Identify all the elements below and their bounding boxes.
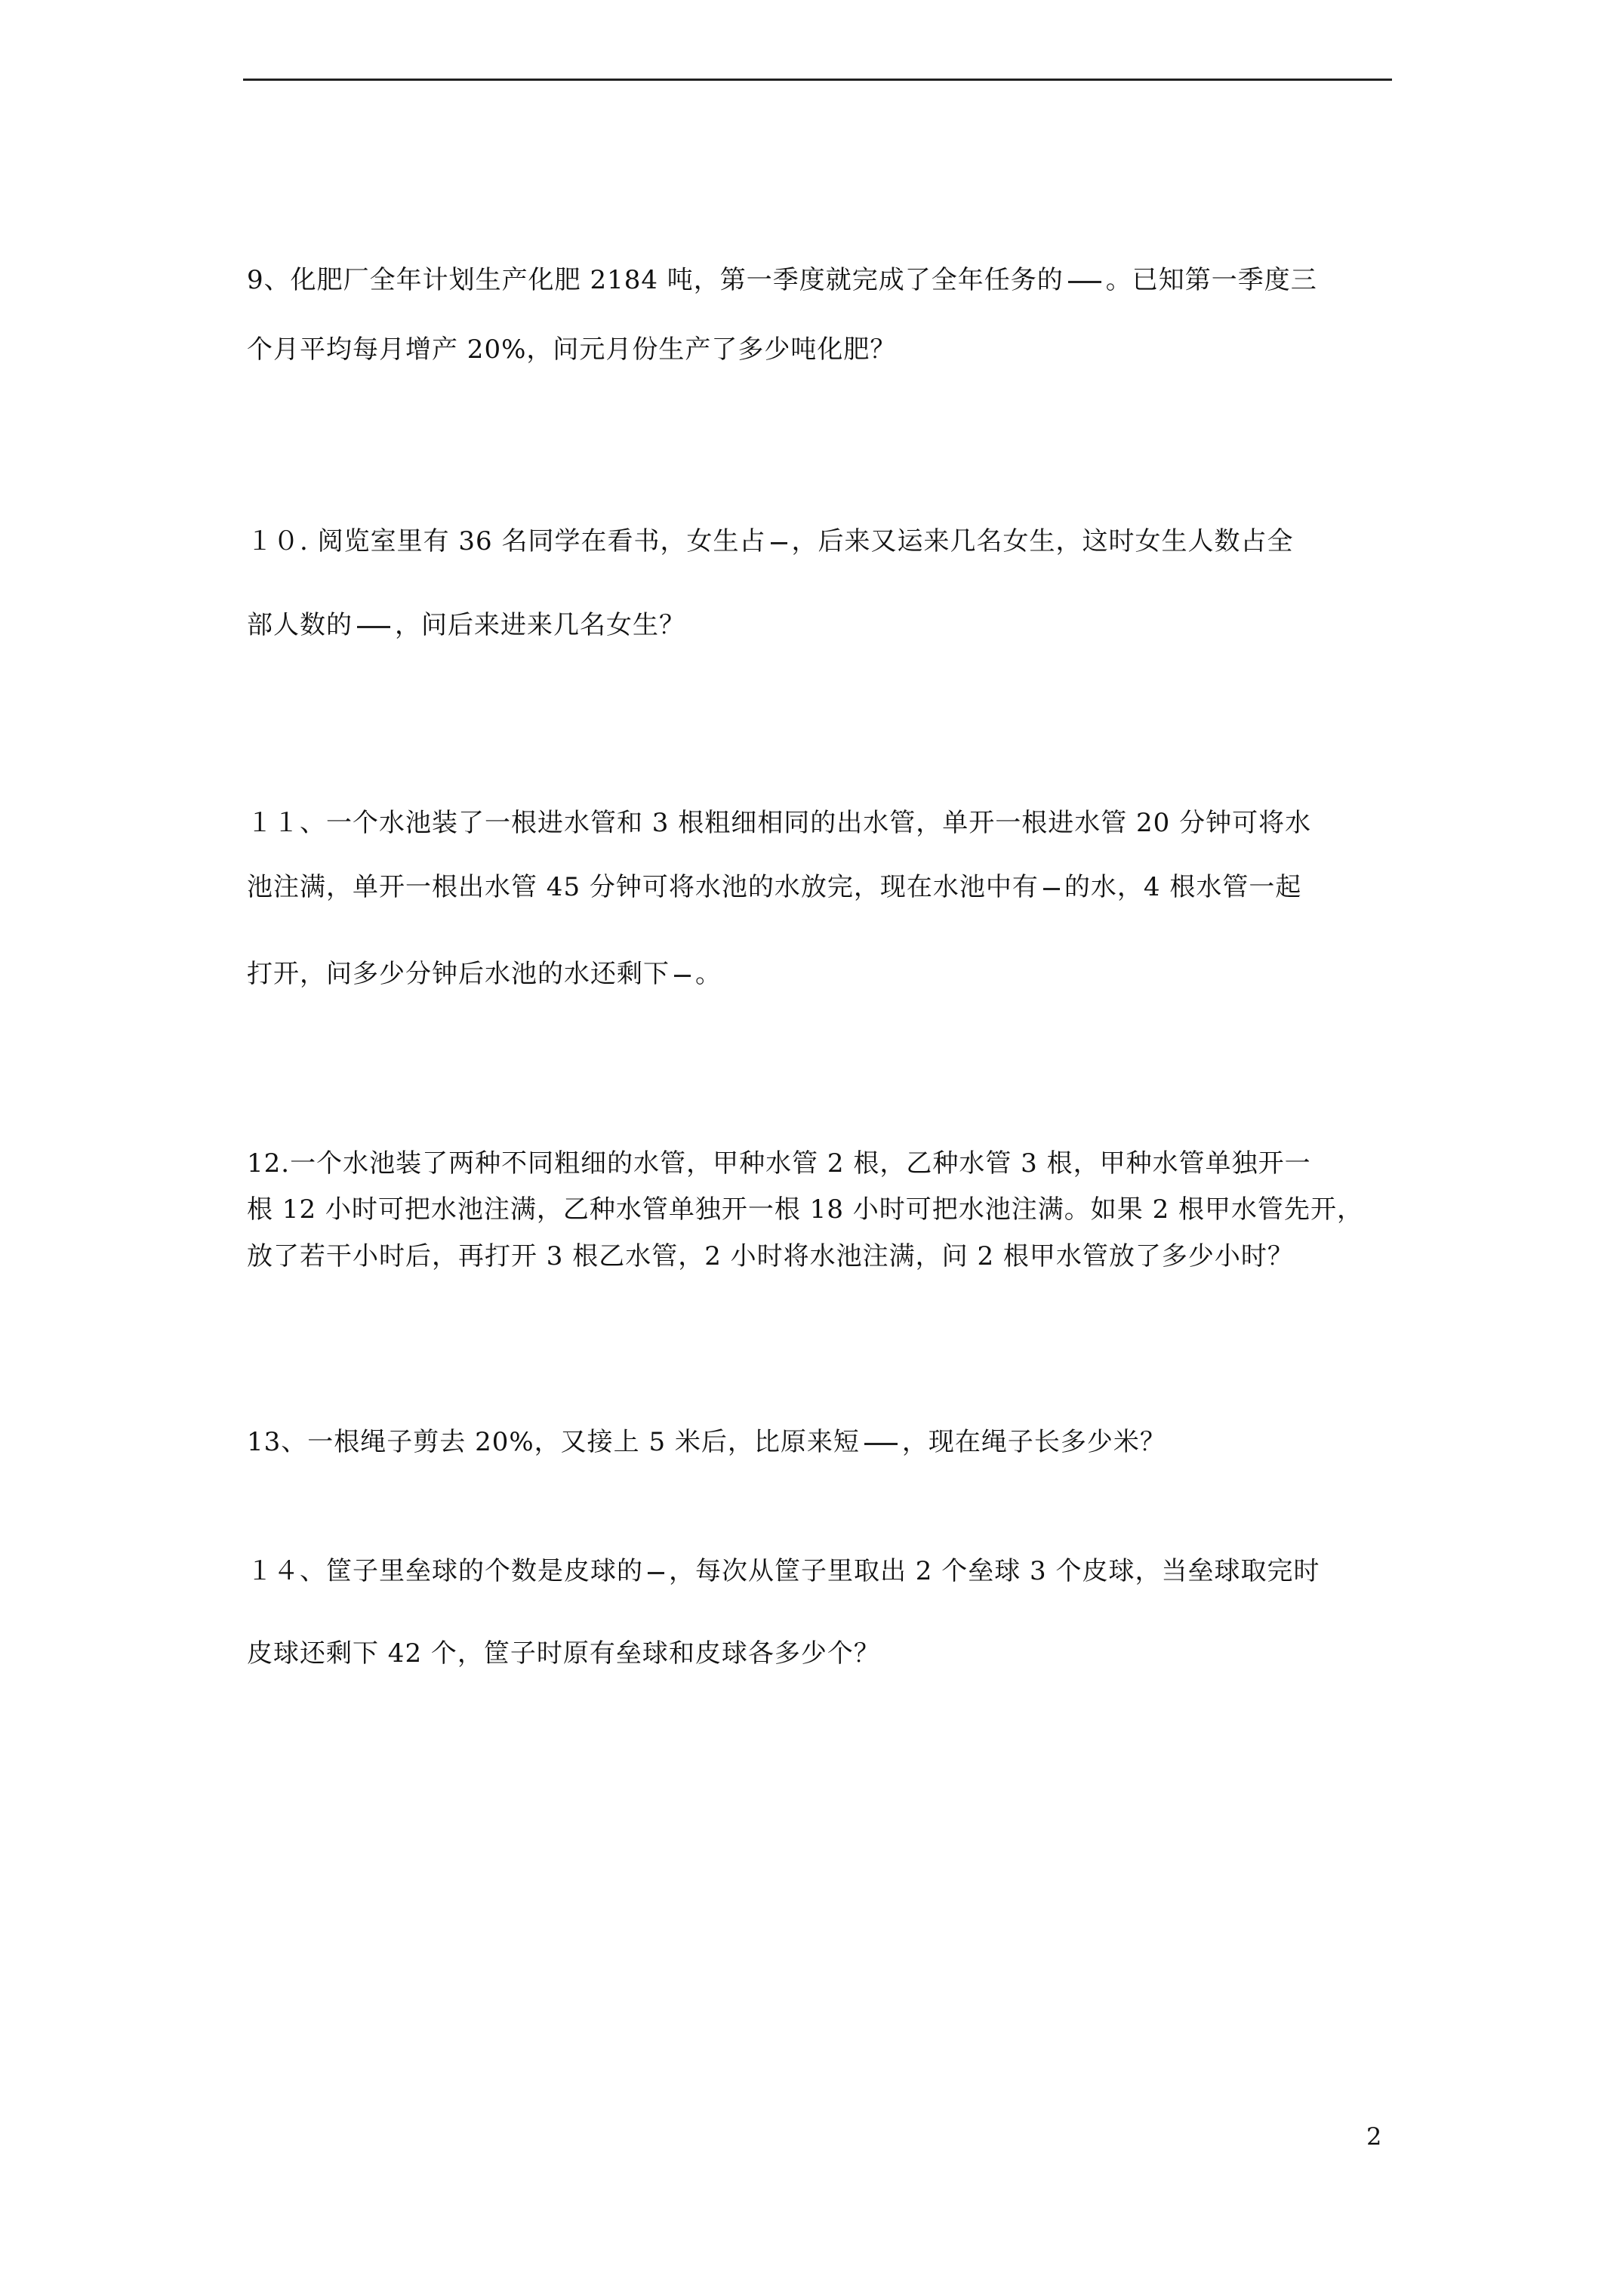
- question-10-text: ，后来又运来几名女生，这时女生人数占全: [791, 526, 1294, 556]
- question-14-line-1: [247, 1556, 1320, 1586]
- fraction-placeholder: [674, 975, 691, 977]
- question-13-text: ，现在绳子长多少米？: [901, 1427, 1166, 1457]
- fraction-placeholder: [357, 626, 390, 628]
- question-14-text: 皮球还剩下 42 个，筐子时原有垒球和皮球各多少个？: [247, 1638, 880, 1669]
- question-12-line-2: [247, 1194, 1363, 1225]
- question-11-text: 池注满，单开一根出水管 45 分钟可将水池的水放完，现在水池中有: [247, 872, 1039, 902]
- question-12-line-3: [247, 1241, 1294, 1271]
- question-13-line-1: [247, 1427, 1166, 1457]
- question-10-text: １０. 阅览室里有 36 名同学在看书，女生占: [247, 526, 766, 556]
- question-14-text: ，每次从筐子里取出 2 个垒球 3 个皮球，当垒球取完时: [669, 1556, 1320, 1586]
- question-9-text: 9、化肥厂全年计划生产化肥 2184 吨，第一季度就完成了全年任务的: [247, 265, 1064, 295]
- question-10-line-1: [247, 526, 1294, 556]
- fraction-placeholder: [771, 542, 787, 544]
- question-9-line-1: [247, 265, 1317, 295]
- question-12-text: 12.一个水池装了两种不同粗细的水管，甲种水管 2 根，乙种水管 3 根，甲种水管单独开一: [247, 1148, 1311, 1179]
- question-14-text: １４、筐子里垒球的个数是皮球的: [247, 1556, 643, 1586]
- question-11-text: 打开，问多少分钟后水池的水还剩下: [247, 959, 670, 989]
- question-11-text: 。: [695, 959, 722, 989]
- question-9-line-2: [247, 334, 896, 365]
- question-12-text: 根 12 小时可把水池注满，乙种水管单独开一根 18 小时可把水池注满。如果 2 根甲水管先开，: [247, 1194, 1364, 1225]
- fraction-placeholder: [648, 1572, 664, 1574]
- question-11-text: １１、一个水池装了一根进水管和 3 根粗细相同的出水管，单开一根进水管 20 分钟可将水: [247, 808, 1312, 838]
- question-11-text: 的水，4 根水管一起: [1064, 872, 1302, 902]
- question-9-text: 个月平均每月增产 20%，问元月份生产了多少吨化肥？: [247, 334, 897, 365]
- question-12-text: 放了若干小时后，再打开 3 根乙水管，2 小时将水池注满，问 2 根甲水管放了多少小时？: [247, 1241, 1294, 1271]
- question-13-text: 13、一根绳子剪去 20%，又接上 5 米后，比原来短: [247, 1427, 860, 1457]
- question-10-text: 部人数的: [247, 610, 353, 640]
- question-14-line-2: [247, 1638, 880, 1669]
- fraction-placeholder: [864, 1443, 898, 1445]
- question-11-line-1: [247, 808, 1311, 838]
- question-11-line-3: [247, 959, 722, 989]
- question-12-line-1: [247, 1148, 1311, 1179]
- question-9-text: 。已知第一季度三: [1105, 265, 1317, 295]
- fraction-placeholder: [1068, 281, 1101, 283]
- question-10-text: ，问后来进来几名女生？: [395, 610, 685, 640]
- fraction-placeholder: [1043, 888, 1060, 890]
- question-10-line-2: [247, 610, 685, 640]
- header-rule: [243, 79, 1392, 81]
- question-11-line-2: [247, 872, 1301, 902]
- page-number: 2: [1366, 2122, 1382, 2151]
